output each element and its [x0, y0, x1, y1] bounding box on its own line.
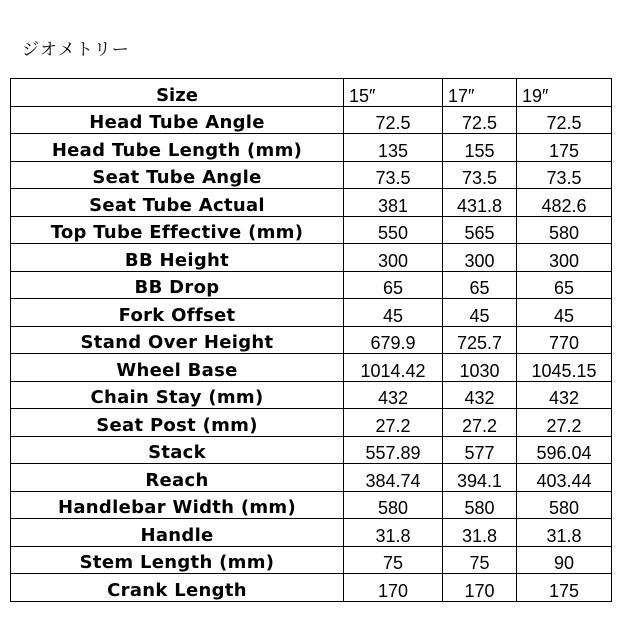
value-cell-size-17: 27.2 [443, 409, 517, 437]
row-label: Stem Length (mm) [11, 546, 344, 574]
value-cell-size-19: 72.5 [517, 106, 612, 134]
page-title: ジオメトリー [22, 40, 130, 60]
value-cell-size-19: 482.6 [517, 189, 612, 217]
value-cell-size-19: 175 [517, 574, 612, 602]
row-label: Reach [11, 464, 344, 492]
value-cell-size-17: 73.5 [443, 161, 517, 189]
row-label: Head Tube Length (mm) [11, 134, 344, 162]
value-cell-size-15: 580 [344, 491, 443, 519]
row-label: Chain Stay (mm) [11, 381, 344, 409]
value-cell-size-19: 580 [517, 216, 612, 244]
value-cell-size-15: 432 [344, 381, 443, 409]
table-row [11, 574, 612, 602]
value-cell-size-19: 596.04 [517, 436, 612, 464]
row-label: Handlebar Width (mm) [11, 491, 344, 519]
row-label: Crank Length [11, 574, 344, 602]
table-row [11, 106, 612, 134]
value-cell-size-15: 1014.42 [344, 354, 443, 382]
table-row [11, 299, 612, 327]
value-cell-size-15: 557.89 [344, 436, 443, 464]
row-label: Seat Tube Angle [11, 161, 344, 189]
value-cell-size-17: 577 [443, 436, 517, 464]
size-header-19: 19″ [517, 79, 612, 107]
value-cell-size-17: 45 [443, 299, 517, 327]
value-cell-size-19: 1045.15 [517, 354, 612, 382]
value-cell-size-17: 431.8 [443, 189, 517, 217]
value-cell-size-15: 73.5 [344, 161, 443, 189]
value-cell-size-15: 300 [344, 244, 443, 272]
value-cell-size-19: 770 [517, 326, 612, 354]
size-header-label: Size [11, 79, 344, 107]
value-cell-size-15: 550 [344, 216, 443, 244]
value-cell-size-19: 403.44 [517, 464, 612, 492]
table-row [11, 436, 612, 464]
value-cell-size-19: 432 [517, 381, 612, 409]
table-row [11, 134, 612, 162]
value-cell-size-17: 31.8 [443, 519, 517, 547]
row-label: Stand Over Height [11, 326, 344, 354]
row-label: Handle [11, 519, 344, 547]
value-cell-size-17: 432 [443, 381, 517, 409]
value-cell-size-15: 72.5 [344, 106, 443, 134]
table-header-row [11, 79, 612, 107]
value-cell-size-15: 381 [344, 189, 443, 217]
row-label: BB Drop [11, 271, 344, 299]
row-label: Fork Offset [11, 299, 344, 327]
table-row [11, 409, 612, 437]
table-row [11, 519, 612, 547]
table-row [11, 326, 612, 354]
value-cell-size-15: 384.74 [344, 464, 443, 492]
table-row [11, 161, 612, 189]
size-header-15: 15″ [344, 79, 443, 107]
value-cell-size-17: 75 [443, 546, 517, 574]
table-row [11, 216, 612, 244]
value-cell-size-17: 725.7 [443, 326, 517, 354]
value-cell-size-17: 580 [443, 491, 517, 519]
row-label: Seat Post (mm) [11, 409, 344, 437]
value-cell-size-15: 170 [344, 574, 443, 602]
table-row [11, 189, 612, 217]
value-cell-size-17: 394.1 [443, 464, 517, 492]
value-cell-size-17: 72.5 [443, 106, 517, 134]
table-row [11, 464, 612, 492]
table-row [11, 271, 612, 299]
value-cell-size-17: 170 [443, 574, 517, 602]
value-cell-size-19: 300 [517, 244, 612, 272]
value-cell-size-17: 65 [443, 271, 517, 299]
value-cell-size-15: 135 [344, 134, 443, 162]
value-cell-size-19: 31.8 [517, 519, 612, 547]
value-cell-size-19: 90 [517, 546, 612, 574]
geometry-table [10, 78, 612, 602]
value-cell-size-17: 565 [443, 216, 517, 244]
row-label: Top Tube Effective (mm) [11, 216, 344, 244]
value-cell-size-15: 45 [344, 299, 443, 327]
table-row [11, 381, 612, 409]
value-cell-size-15: 65 [344, 271, 443, 299]
value-cell-size-17: 155 [443, 134, 517, 162]
row-label: Stack [11, 436, 344, 464]
value-cell-size-17: 300 [443, 244, 517, 272]
value-cell-size-19: 65 [517, 271, 612, 299]
row-label: Head Tube Angle [11, 106, 344, 134]
value-cell-size-15: 75 [344, 546, 443, 574]
table-row [11, 354, 612, 382]
value-cell-size-19: 580 [517, 491, 612, 519]
size-header-17: 17″ [443, 79, 517, 107]
value-cell-size-15: 27.2 [344, 409, 443, 437]
row-label: BB Height [11, 244, 344, 272]
value-cell-size-19: 73.5 [517, 161, 612, 189]
value-cell-size-19: 175 [517, 134, 612, 162]
value-cell-size-19: 45 [517, 299, 612, 327]
table-row [11, 491, 612, 519]
row-label: Seat Tube Actual [11, 189, 344, 217]
geometry-table-body [11, 106, 612, 601]
row-label: Wheel Base [11, 354, 344, 382]
value-cell-size-15: 679.9 [344, 326, 443, 354]
value-cell-size-17: 1030 [443, 354, 517, 382]
table-row [11, 244, 612, 272]
value-cell-size-19: 27.2 [517, 409, 612, 437]
table-row [11, 546, 612, 574]
value-cell-size-15: 31.8 [344, 519, 443, 547]
